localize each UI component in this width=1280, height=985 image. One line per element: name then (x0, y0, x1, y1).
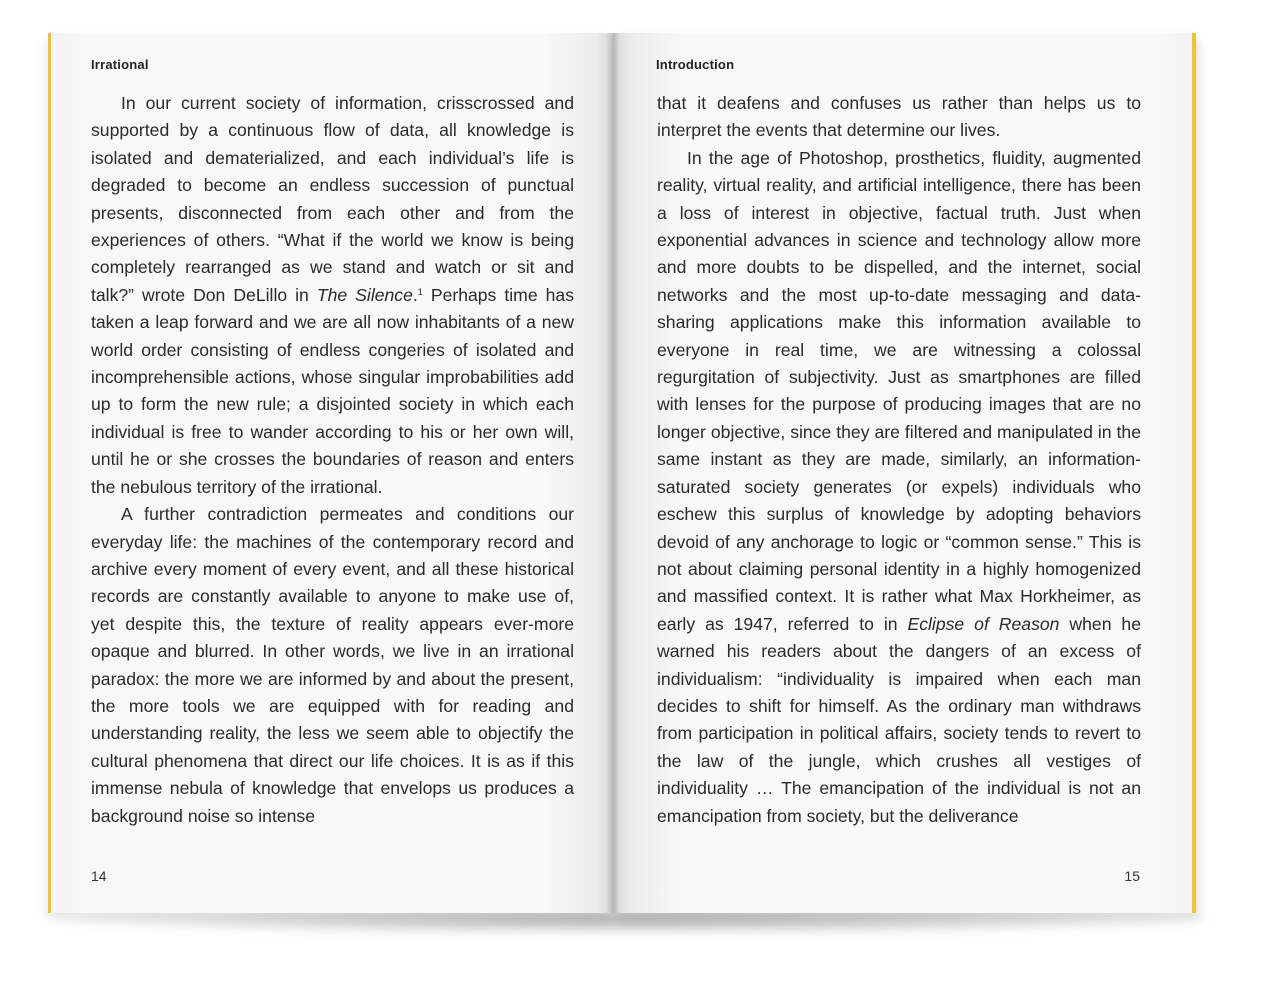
paragraph-text: In the age of Photoshop, prosthetics, fluidity, augmented reality, virtual reality, and artificial intelligence, there has been a loss of interest in objective, factual truth. Just when exponential advances in science and technology allow more and more doubts to be dispelled, and the internet, social networks and the most up-to-date messaging and data-sharing applications make this information available to everyone in real time, we are witnessing a colossal regurgitation of subjectivity. Just as smartphones are filled with lenses for the purpose of producing images that are no longer objective, since they are filtered and manipulated in the same instant as they are made, similarly, an information-saturated society generates (or expels) individuals who eschew this surplus of knowledge by adopting behaviors devoid of any anchorage to logic or “common sense.” This is not about claiming personal identity in a highly homogenized and massified context. It is rather what Max Horkheimer, as early as 1947, referred to in (657, 147, 1141, 634)
paragraph (657, 145, 1141, 830)
left-page (48, 33, 613, 913)
paragraph-text: Perhaps time has taken a leap forward and we are all now inhabitants of a new world order consisting of endless congeries of isolated and incomprehensible actions, whose singular improbabilities add up to form the new rule; a disjointed society in which each individual is free to wander according to his or her own will, until he or she crosses the boundaries of reason and enters the nebulous territory of the irrational. (91, 284, 574, 497)
right-page (613, 33, 1196, 913)
footnote-mark[interactable]: 1 (417, 286, 423, 297)
page-number-left: 14 (91, 868, 107, 884)
running-header-right: Introduction (656, 57, 735, 72)
running-header-left: Irrational (91, 57, 149, 72)
paragraph-text: In our current society of information, crisscrossed and supported by a continuous flow of data, all knowledge is isolated and dematerialized, and each individual’s life is degraded to become an endless succession of punctual presents, disconnected from each other and from the experiences of others. “What if the world we know is being completely rearranged as we stand and watch or sit and talk?” wrote Don DeLillo in (91, 93, 574, 305)
page-number-right: 15 (1124, 868, 1140, 884)
book-gutter (606, 33, 620, 913)
paragraph: A further contradiction permeates and conditions our everyday life: the machines of the contemporary record and archive every moment of every event, and all these historical records are constantly available to anyone to make use of, yet despite this, the texture of reality appears ever-more opaque and blurred. In other words, we live in an irrational paradox: the more we are informed by and about the present, the more tools we are equipped with for reading and understanding reality, the less we seem able to objectify the cultural phenomena that direct our life choices. It is as if this immense nebula of knowledge that envelops us produces a background noise so intense (91, 504, 574, 826)
paragraph: that it deafens and confuses us rather than helps us to interpret the events that determine our lives. (657, 93, 1141, 141)
book-title: The Silence (316, 284, 413, 305)
body-text-right (657, 90, 1141, 830)
body-text-left (91, 90, 574, 830)
paragraph (91, 90, 574, 501)
book-title: Eclipse of Reason (907, 613, 1060, 634)
paragraph-text: when he warned his readers about the dangers of an excess of individualism: “individuality is impaired when each man decides to shift for himself. As the ordinary man withdraws from participation in political affairs, society tends to revert to the law of the jungle, which crushes all vestiges of individuality … The emancipation of the individual is not an emancipation from society, but the deliverance (657, 613, 1142, 826)
period: . (412, 284, 418, 305)
